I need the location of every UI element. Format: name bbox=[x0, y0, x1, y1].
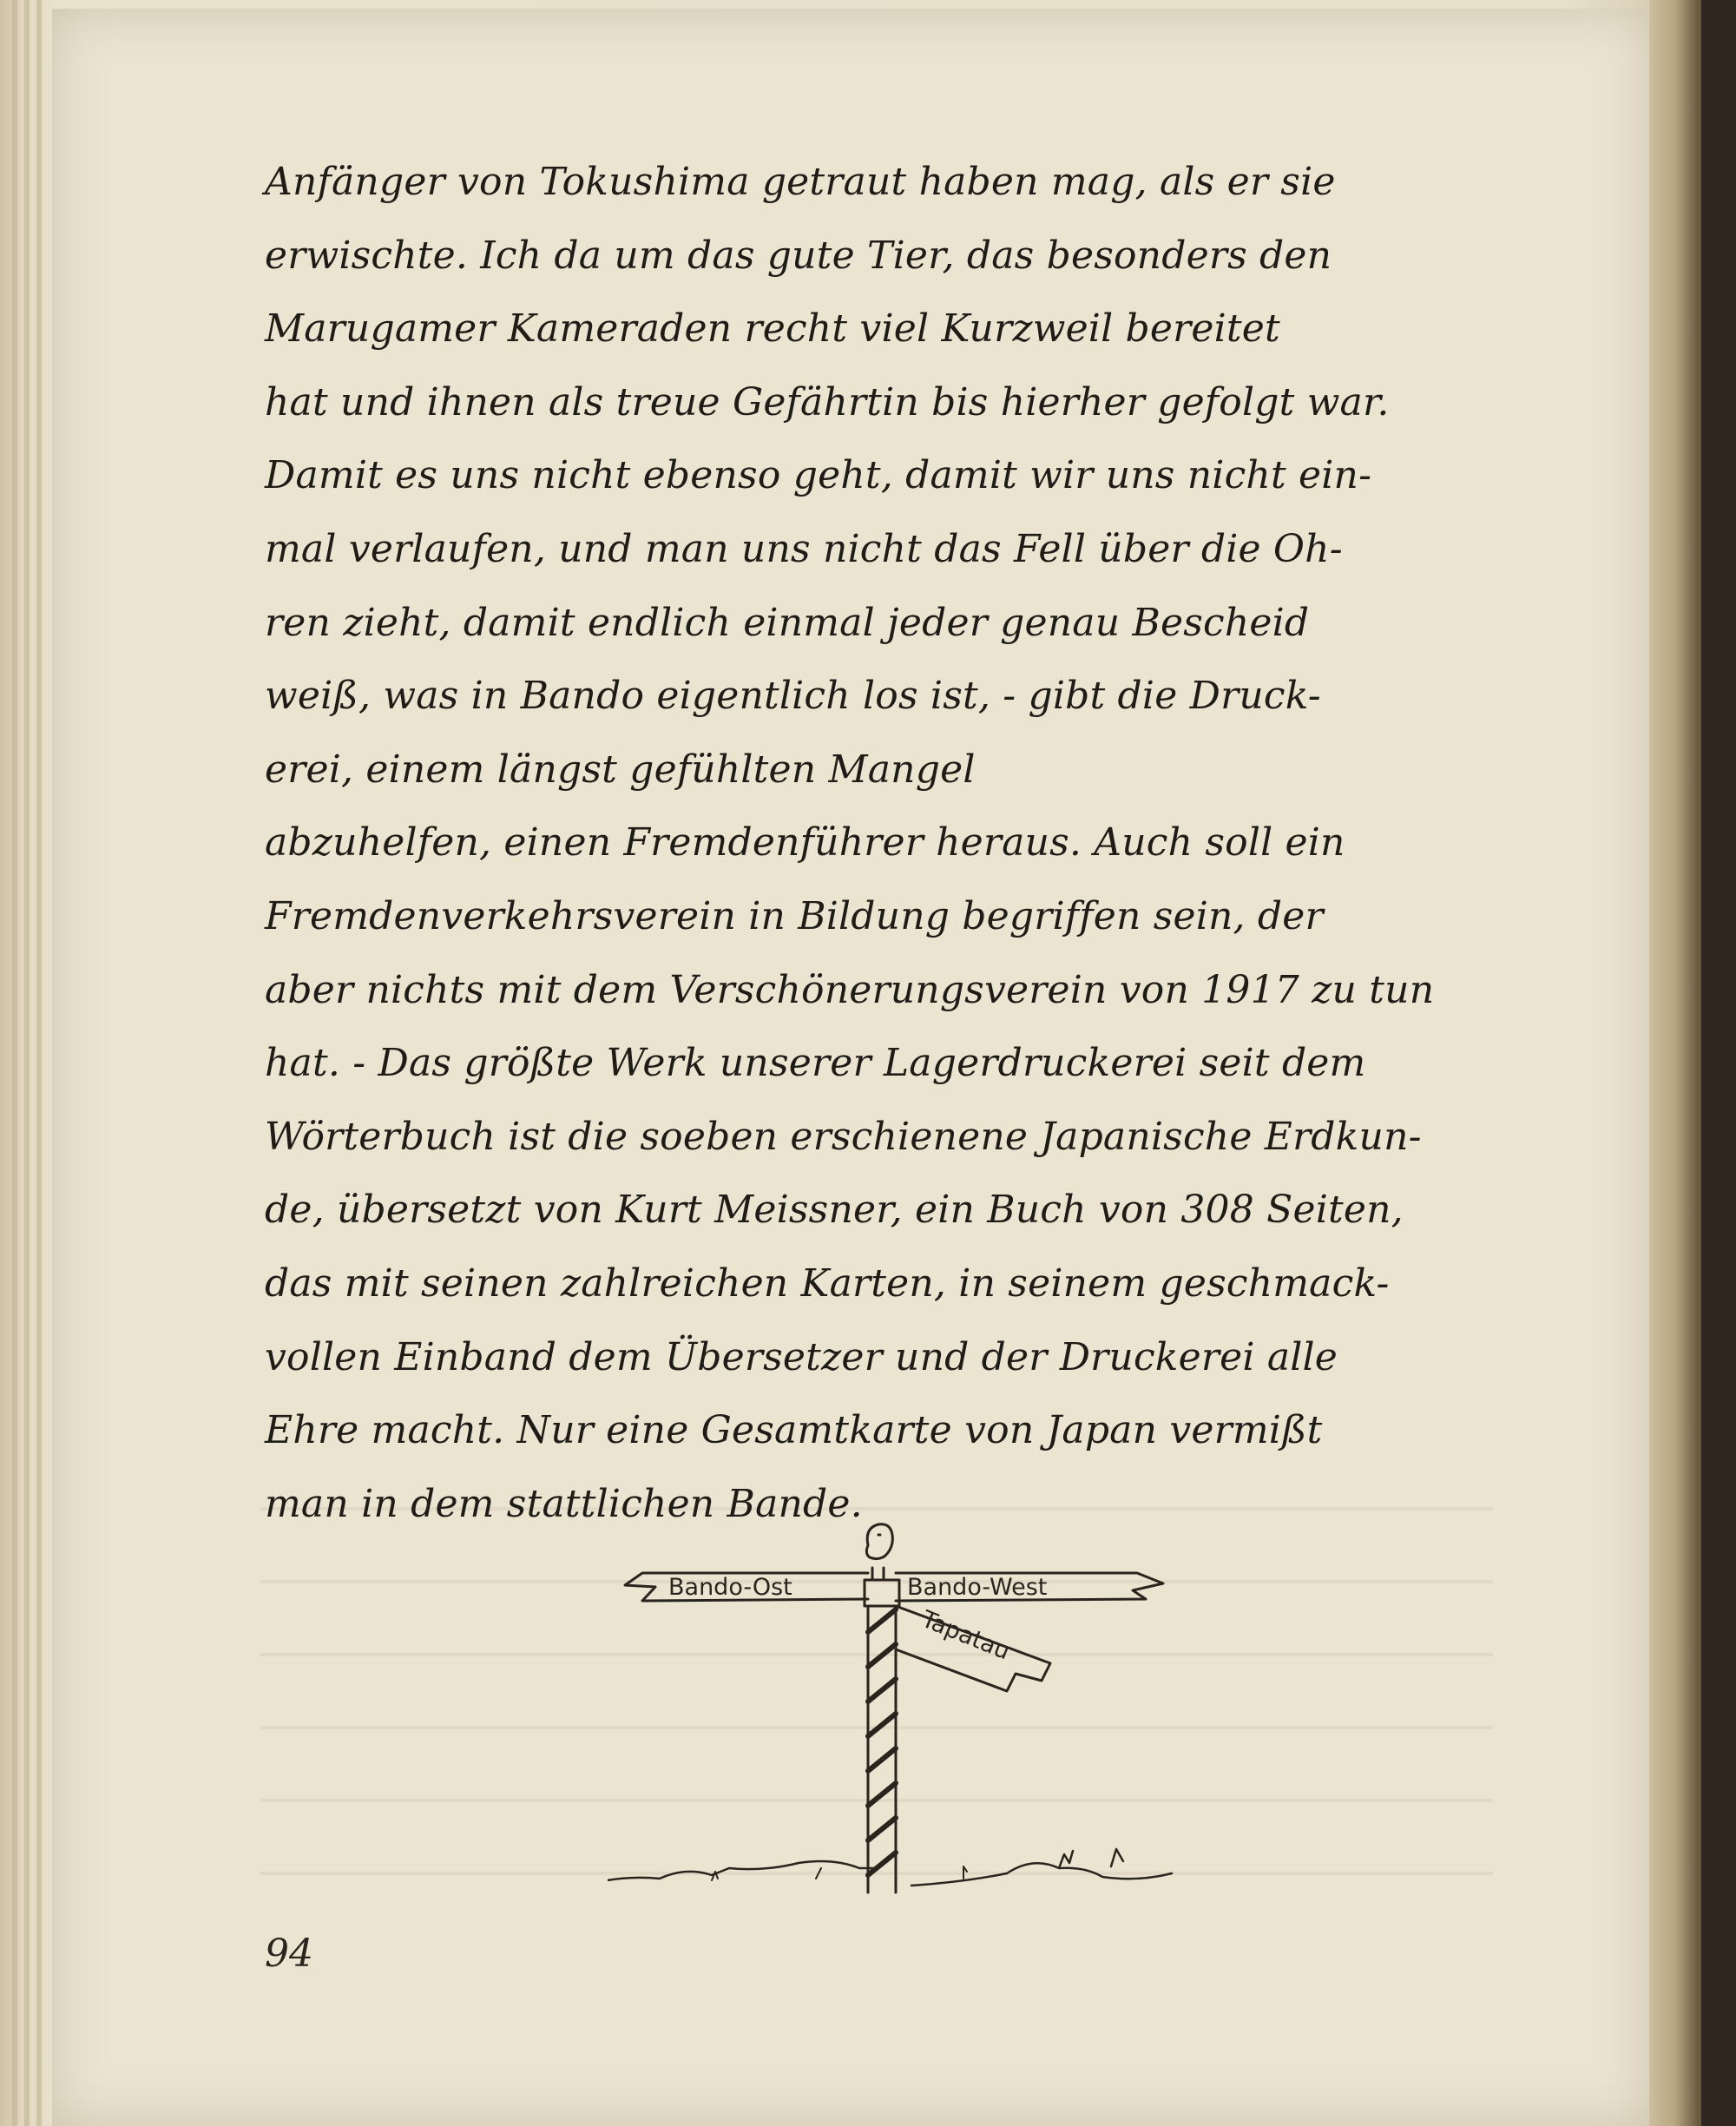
page-edge bbox=[36, 0, 42, 2126]
bird-icon bbox=[866, 1524, 892, 1559]
page-edge bbox=[24, 0, 30, 2126]
text-line: Ehre macht. Nur eine Gesamtkarte von Japan vermißt bbox=[265, 1408, 1323, 1453]
next-page-edge bbox=[1701, 0, 1736, 2126]
text-line: hat und ihnen als treue Gefährtin bis hierher gefolgt war. bbox=[265, 379, 1390, 425]
text-line: Fremdenverkehrsverein in Bildung begriffen sein, der bbox=[265, 893, 1324, 938]
text-line: weiß, was in Bando eigentlich los ist, - gibt die Druck- bbox=[265, 674, 1321, 719]
text-line: Damit es uns nicht ebenso geht, damit wir uns nicht ein- bbox=[265, 453, 1372, 498]
text-line: ren zieht, damit endlich einmal jeder genau Bescheid bbox=[265, 600, 1310, 645]
text-line: das mit seinen zahlreichen Karten, in seinem geschmack- bbox=[265, 1260, 1390, 1306]
text-line: aber nichts mit dem Verschönerungsverein von 1917 zu tun bbox=[265, 967, 1435, 1012]
signpost-illustration bbox=[608, 1511, 1233, 1945]
sign-label-bando-west: Bando-West bbox=[907, 1574, 1048, 1601]
text-line: man in dem stattlichen Bande. bbox=[265, 1481, 863, 1526]
text-line: abzuhelfen, einen Fremdenführer heraus. Auch soll ein bbox=[265, 820, 1345, 866]
text-line: vollen Einband dem Übersetzer und der Druckerei alle bbox=[265, 1334, 1338, 1379]
text-line: erei, einem längst gefühlten Mangel bbox=[265, 747, 976, 792]
handwritten-text bbox=[265, 146, 1497, 1541]
text-line: erwischte. Ich da um das gute Tier, das besonders den bbox=[265, 233, 1332, 278]
text-line: Marugamer Kameraden recht viel Kurzweil bereitet bbox=[265, 306, 1280, 352]
text-line: Anfänger von Tokushima getraut haben mag, als er sie bbox=[265, 160, 1336, 204]
text-line: de, übersetzt von Kurt Meissner, ein Buch von 308 Seiten, bbox=[265, 1188, 1404, 1233]
sign-label-bando-ost: Bando-Ost bbox=[668, 1574, 792, 1601]
sign-label-tapatau: Tapatau bbox=[917, 1605, 1014, 1666]
text-line: Wörterbuch ist die soeben erschienene Japanische Erdkun- bbox=[265, 1114, 1422, 1159]
text-line: hat. - Das größte Werk unserer Lagerdruckerei seit dem bbox=[265, 1041, 1366, 1086]
page-edge bbox=[12, 0, 17, 2126]
text-line: mal verlaufen, und man uns nicht das Fell über die Oh- bbox=[265, 526, 1343, 571]
page-number: 94 bbox=[265, 1932, 313, 1976]
